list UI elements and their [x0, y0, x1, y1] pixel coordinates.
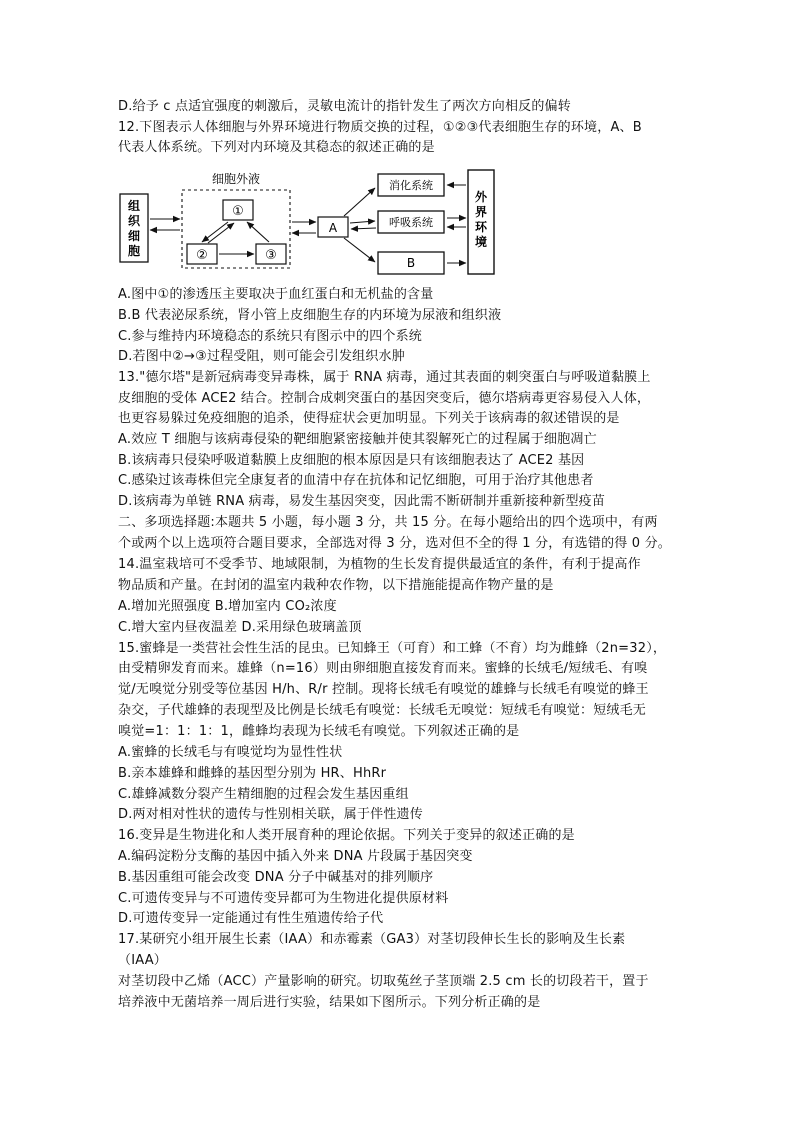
text-line: D.两对相对性状的遗传与性别相关联，属于伴性遗传	[118, 807, 423, 822]
text-line: C.雄蜂减数分裂产生精细胞的过程会发生基因重组	[118, 787, 409, 802]
text-line: A.增加光照强度 B.增加室内 CO₂浓度	[118, 599, 337, 614]
outer-char: 境	[474, 235, 488, 249]
body-exchange-diagram	[116, 166, 508, 278]
tissue-char: 织	[127, 214, 141, 228]
text-line: 觉/无嗅觉分别受等位基因 H/h、R/r 控制。现将长绒毛有嗅觉的雄蜂与长绒毛有嗅觉的蜂王	[118, 682, 649, 697]
text-line: D.该病毒为单链 RNA 病毒，易发生基因突变，因此需不断研制并重新接种新型疫苗	[118, 494, 606, 509]
text-line: B.亲本雄蜂和雌蜂的基因型分别为 HR、HhRr	[118, 766, 387, 781]
text-line: C.参与维持内环境稳态的系统只有图示中的四个系统	[118, 329, 423, 344]
outer-char: 界	[474, 205, 488, 219]
extracellular-label: 细胞外液	[211, 172, 261, 186]
tissue-char: 胞	[127, 244, 141, 258]
text-line: （IAA）	[118, 953, 167, 968]
system-a-label: A	[328, 221, 338, 235]
tissue-char: 组	[127, 199, 141, 213]
text-line: B.B 代表泌尿系统，肾小管上皮细胞生存的内环境为尿液和组织液	[118, 308, 502, 323]
text-line: 16.变异是生物进化和人类开展育种的理论依据。下列关于变异的叙述正确的是	[118, 828, 575, 843]
system-b-label: B	[406, 256, 416, 270]
text-line: 嗅觉=1：1：1：1，雌蜂均表现为长绒毛有嗅觉。下列叙述正确的是	[118, 724, 520, 739]
digestive-label: 消化系统	[389, 179, 433, 192]
text-line: B.基因重组可能会改变 DNA 分子中碱基对的排列顺序	[118, 870, 434, 885]
text-line: 对茎切段中乙烯（ACC）产量影响的研究。切取菟丝子茎顶端 2.5 cm 长的切段若干，置于	[118, 974, 649, 989]
text-line: 15.蜜蜂是一类营社会性生活的昆虫。已知蜂王（可育）和工蜂（不育）均为雌蜂（2n=32），	[118, 641, 667, 656]
section-heading: 二、多项选择题:本题共 5 小题，每小题 3 分，共 15 分。在每小题给出的四个选项中，有两	[118, 515, 658, 530]
text-line: 14.温室栽培可不受季节、地域限制，为植物的生长发育提供最适宜的条件，有利于提高作	[118, 557, 641, 572]
text-line: D.若图中②→③过程受阻，则可能会引发组织水肿	[118, 349, 405, 364]
label-2: ②	[196, 248, 208, 263]
text-line: 代表人体系统。下列对内环境及其稳态的叙述正确的是	[118, 140, 435, 155]
text-line: A.图中①的渗透压主要取决于血红蛋白和无机盐的含量	[118, 287, 434, 302]
text-line: 皮细胞的受体 ACE2 结合。控制合成刺突蛋白的基因突变后，德尔塔病毒更容易侵入人体，	[118, 391, 651, 406]
text-line: D.给予 c 点适宜强度的刺激后，灵敏电流计的指针发生了两次方向相反的偏转	[118, 99, 571, 114]
text-line: A.编码淀粉分支酶的基因中插入外来 DNA 片段属于基因突变	[118, 849, 473, 864]
text-line: A.蜜蜂的长绒毛与有嗅觉均为显性性状	[118, 745, 343, 760]
text-line: 个或两个以上选项符合题目要求，全部选对得 3 分，选对但不全的得 1 分，有选错的得 0 分。	[118, 536, 672, 551]
text-line: 17.某研究小组开展生长素（IAA）和赤霉素（GA3）对茎切段伸长生长的影响及生长素	[118, 932, 626, 947]
outer-char: 环	[474, 220, 488, 234]
text-line: 杂交，子代雄蜂的表现型及比例是长绒毛有嗅觉：长绒毛无嗅觉：短绒毛有嗅觉：短绒毛无	[118, 703, 647, 718]
outer-char: 外	[474, 190, 488, 204]
text-line: 物品质和产量。在封闭的温室内栽种农作物，以下措施能提高作物产量的是	[118, 578, 554, 593]
label-3: ③	[265, 248, 277, 263]
text-line: A.效应 T 细胞与该病毒侵染的靶细胞紧密接触并使其裂解死亡的过程属于细胞凋亡	[118, 432, 597, 447]
text-line: D.可遗传变异一定能通过有性生殖遗传给子代	[118, 911, 384, 926]
label-1: ①	[232, 204, 244, 219]
text-line: 由受精卵发育而来。雄蜂（n=16）则由卵细胞直接发育而来。蜜蜂的长绒毛/短绒毛、有嗅	[118, 661, 648, 676]
text-line: 13."德尔塔"是新冠病毒变异毒株，属于 RNA 病毒，通过其表面的刺突蛋白与呼吸道黏膜上	[118, 370, 651, 385]
text-line: 也更容易躲过免疫细胞的追杀，使得症状会更加明显。下列关于该病毒的叙述错误的是	[118, 411, 620, 426]
respiratory-label: 呼吸系统	[389, 216, 433, 229]
text-line: 12.下图表示人体细胞与外界环境进行物质交换的过程，①②③代表细胞生存的环境，A、B	[118, 120, 642, 135]
text-line: C.感染过该毒株但完全康复者的血清中存在抗体和记忆细胞，可用于治疗其他患者	[118, 473, 594, 488]
text-line: 培养液中无菌培养一周后进行实验，结果如下图所示。下列分析正确的是	[118, 995, 541, 1010]
text-line: C.增大室内昼夜温差 D.采用绿色玻璃盖顶	[118, 620, 362, 635]
text-line: C.可遗传变异与不可遗传变异都可为生物进化提供原材料	[118, 891, 449, 906]
text-line: B.该病毒只侵染呼吸道黏膜上皮细胞的根本原因是只有该细胞表达了 ACE2 基因	[118, 453, 585, 468]
tissue-char: 细	[127, 229, 141, 243]
